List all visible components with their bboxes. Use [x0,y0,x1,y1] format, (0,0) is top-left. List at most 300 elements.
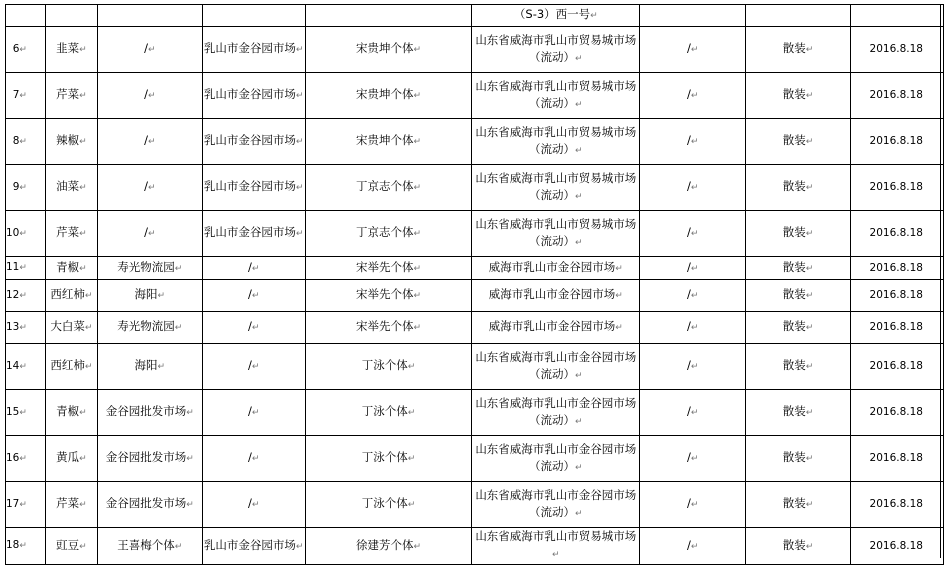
paragraph-mark: ↵ [575,237,583,248]
paragraph-mark: ↵ [251,362,260,372]
cell-empty [305,5,472,27]
paragraph-mark: ↵ [690,263,699,274]
cell-address-text: 山东省威海市乳山市贸易城市场 [475,529,637,543]
table-row [6,257,944,280]
cell-origin-text: / [144,133,148,147]
cell-vendor-text: 丁泳个体 [361,450,408,464]
cell-product [45,344,97,390]
cell-channel [640,165,746,211]
paragraph-mark: ↵ [413,229,422,239]
paragraph-mark: ↵ [79,183,87,193]
table-row [6,312,944,344]
cell-date-text: 2016.8.18 [869,89,923,101]
cell-origin [97,528,202,565]
paragraph-mark: ↵ [251,454,260,464]
cell-product [45,211,97,257]
cell-vendor [305,165,472,211]
paragraph-mark: ↵ [19,541,27,551]
cell-packaging-text: 散装 [782,179,806,193]
paragraph-mark: ↵ [19,90,27,101]
paragraph-mark: ↵ [805,45,814,55]
cell-vendor-text: 宋贵坤个体 [355,87,414,101]
cell-market-text: 乳山市金谷园市场 [203,537,296,552]
paragraph-mark: ↵ [407,408,416,418]
paragraph-mark: ↵ [575,191,583,202]
cell-origin-text: / [144,225,148,239]
cell-product [45,312,97,344]
cell-origin-text: 金谷园批发市场 [105,404,187,418]
cell-date [850,257,943,280]
paragraph-mark: ↵ [575,508,583,519]
cell-origin-text: 金谷园批发市场 [105,496,187,510]
paragraph-mark: ↵ [552,550,560,560]
cell-vendor [305,27,472,73]
cell-address [472,257,640,280]
cell-index-text: 17 [6,497,20,510]
paragraph-mark: ↵ [19,453,27,464]
paragraph-mark: ↵ [186,500,194,510]
cell-channel [640,257,746,280]
paragraph-mark: ↵ [79,500,87,510]
cell-market [202,312,305,344]
cell-channel-text: / [686,319,691,333]
paragraph-mark: ↵ [690,541,699,552]
cell-empty [202,5,305,27]
paragraph-mark: ↵ [690,137,699,147]
cell-origin-text: / [144,41,148,55]
cell-address [472,390,640,436]
paragraph-mark: ↵ [575,462,583,473]
cell-address-text: 威海市乳山市金谷园市场 [488,259,616,274]
cell-market [202,280,305,312]
cell-channel [640,119,746,165]
cell-product [45,482,97,528]
cell-date-text: 2016.8.18 [869,452,923,464]
cell-product-text: 西红柿 [50,358,85,372]
cell-index-text: 11 [6,261,20,273]
cell-market-text: 乳山市金谷园市场 [203,133,296,147]
cell-date [850,344,943,390]
table-row [6,73,944,119]
cell-vendor [305,436,472,482]
cell-origin [97,390,202,436]
paragraph-mark: ↵ [251,408,260,418]
cell-origin [97,436,202,482]
cell-packaging-text: 散装 [782,537,806,552]
cell-vendor [305,280,472,312]
paragraph-mark: ↵ [174,323,183,333]
cell-date-text: 2016.8.18 [869,43,923,55]
cell-address-text: 山东省威海市乳山市金谷园市场（流动） [475,395,637,427]
cell-market-text: / [247,496,252,510]
address-text: （S-3）西一号 [513,7,591,21]
paragraph-mark: ↵ [79,137,87,147]
cell-channel [640,211,746,257]
cell-vendor-text: 徐建芳个体 [355,537,414,552]
cell-product-text: 西红柿 [50,287,85,301]
cell-channel-text: / [686,537,691,552]
cell-index [6,312,46,344]
cell-channel-text: / [686,41,691,55]
paragraph-mark: ↵ [575,370,583,381]
cell-address-text: 山东省威海市乳山市贸易城市场（流动） [475,216,637,248]
cell-packaging-text: 散装 [782,450,806,464]
paragraph-mark: ↵ [805,183,814,193]
cell-packaging-text: 散装 [782,259,806,274]
cell-vendor-text: 丁泳个体 [361,358,408,372]
cell-product-text: 韭菜 [56,41,80,55]
cell-channel [640,73,746,119]
cell-date-text: 2016.8.18 [869,360,923,372]
paragraph-mark: ↵ [805,541,814,552]
cell-date [850,73,943,119]
cell-vendor-text: 宋举先个体 [355,319,414,333]
paragraph-mark: ↵ [19,228,27,239]
cell-channel-text: / [686,450,691,464]
cell-vendor [305,528,472,565]
cell-address [472,436,640,482]
cell-packaging-text: 散装 [782,133,806,147]
table-row [6,528,944,565]
paragraph-mark: ↵ [805,323,814,333]
cell-address [472,165,640,211]
paragraph-mark: ↵ [413,45,422,55]
cell-address-text: 威海市乳山市金谷园市场 [488,319,616,333]
cell-product-text: 豇豆 [56,537,80,552]
cell-vendor-text: 宋贵坤个体 [355,41,414,55]
cell-product [45,73,97,119]
cell-origin [97,165,202,211]
cell-index [6,436,46,482]
cell-address [472,312,640,344]
cell-index-text: 14 [6,359,20,372]
table-row [6,280,944,312]
cell-product-text: 青椒 [56,404,80,418]
paragraph-mark: ↵ [147,137,156,147]
cell-origin-text: 寿光物流园 [117,259,175,274]
cell-market [202,344,305,390]
cell-channel-text: / [686,496,691,510]
cell-product-text: 油菜 [56,179,80,193]
cell-market [202,528,305,565]
cell-channel [640,390,746,436]
cell-index [6,257,46,280]
paragraph-mark: ↵ [805,500,814,510]
cell-vendor-text: 宋举先个体 [355,287,414,301]
cell-origin-text: 寿光物流园 [117,319,175,333]
cell-address [472,211,640,257]
cell-vendor [305,73,472,119]
cell-origin-text: / [144,179,148,193]
cell-address-text: 山东省威海市乳山市金谷园市场（流动） [475,349,637,381]
cell-date-text: 2016.8.18 [869,227,923,239]
cell-index [6,390,46,436]
cell-packaging [746,165,851,211]
cell-origin-text: / [144,87,148,101]
cell-packaging [746,482,851,528]
table-row [6,119,944,165]
cell-empty [6,5,46,27]
cell-address [472,119,640,165]
cell-index [6,528,46,565]
paragraph-mark: ↵ [805,137,814,147]
paragraph-mark: ↵ [413,91,422,101]
cell-channel-text: / [686,259,691,274]
cell-packaging [746,390,851,436]
cell-index-text: 15 [6,405,20,418]
cell-channel-text: / [686,179,691,193]
cell-channel [640,280,746,312]
paragraph-mark: ↵ [805,263,814,274]
cell-index [6,280,46,312]
table-row [6,211,944,257]
paragraph-mark: ↵ [19,182,27,193]
cell-origin-text: 海阳 [134,287,158,301]
cell-market [202,390,305,436]
paragraph-mark: ↵ [251,323,260,333]
cell-product [45,119,97,165]
cell-index-text: 7 [12,88,20,101]
cell-packaging-text: 散装 [782,358,806,372]
cell-empty [45,5,97,27]
paragraph-mark: ↵ [186,454,194,464]
cell-address [472,280,640,312]
cell-address-text: 山东省威海市乳山市金谷园市场（流动） [475,487,637,519]
paragraph-mark: ↵ [84,362,93,372]
cell-date [850,280,943,312]
cell-product-text: 芹菜 [56,225,80,239]
cell-market-text: / [247,404,252,418]
paragraph-mark: ↵ [805,291,814,301]
cell-market-text: 乳山市金谷园市场 [203,225,296,239]
paragraph-mark: ↵ [575,99,583,110]
cell-address-text: 山东省威海市乳山市贸易城市场（流动） [475,32,637,64]
paragraph-mark: ↵ [79,454,87,464]
cell-market [202,73,305,119]
paragraph-mark: ↵ [147,91,156,101]
cell-date [850,436,943,482]
paragraph-mark: ↵ [690,500,699,510]
cell-packaging-text: 散装 [782,225,806,239]
cell-vendor-text: 宋举先个体 [355,259,414,274]
cell-channel-text: / [686,133,691,147]
paragraph-mark: ↵ [157,362,166,372]
paragraph-mark: ↵ [19,499,27,510]
table-row [6,27,944,73]
paragraph-mark: ↵ [690,291,699,301]
cell-date [850,312,943,344]
paragraph-mark: ↵ [79,91,87,101]
cell-market-text: / [247,450,252,464]
paragraph-mark: ↵ [19,361,27,372]
cell-date-text: 2016.8.18 [869,261,923,274]
cell-market-text: 乳山市金谷园市场 [203,87,296,101]
cell-origin [97,119,202,165]
cell-market-text: 乳山市金谷园市场 [203,41,296,55]
paragraph-mark: ↵ [295,137,304,147]
paragraph-mark: ↵ [186,408,194,418]
cell-index [6,482,46,528]
paragraph-mark: ↵ [147,229,156,239]
cell-origin-text: 金谷园批发市场 [105,450,187,464]
paragraph-mark: ↵ [84,323,93,333]
paragraph-mark: ↵ [19,290,27,301]
cell-market-text: / [247,358,252,372]
cell-vendor-text: 丁京志个体 [355,179,414,193]
cell-origin [97,312,202,344]
cell-product [45,390,97,436]
cell-vendor [305,119,472,165]
paragraph-mark: ↵ [805,362,814,372]
paragraph-mark: ↵ [413,263,422,274]
cell-index-text: 6 [12,42,20,55]
cell-product-text: 芹菜 [56,496,80,510]
cell-product-text: 青椒 [56,259,80,274]
cell-vendor [305,257,472,280]
paragraph-mark: ↵ [407,500,416,510]
cell-packaging-text: 散装 [782,287,806,301]
cell-product [45,436,97,482]
paragraph-mark: ↵ [19,263,27,273]
cell-packaging [746,73,851,119]
cell-index-text: 13 [6,320,20,333]
table-row [6,436,944,482]
cell-empty [850,5,943,27]
paragraph-mark: ↵ [251,500,260,510]
cell-date-text: 2016.8.18 [869,321,923,333]
cell-packaging [746,312,851,344]
cell-index-text: 9 [12,180,20,193]
cell-origin [97,73,202,119]
cell-origin [97,27,202,73]
cell-address-text: 山东省威海市乳山市贸易城市场（流动） [475,78,637,110]
paragraph-mark: ↵ [295,45,304,55]
cell-channel-text: / [686,87,691,101]
paragraph-mark: ↵ [295,91,304,101]
paragraph-mark: ↵ [413,183,422,193]
paragraph-mark: ↵ [615,291,623,301]
cell-vendor [305,390,472,436]
cell-address [472,27,640,73]
paragraph-mark: ↵ [413,323,422,333]
paragraph-mark: ↵ [19,322,27,333]
paragraph-mark: ↵ [690,45,699,55]
paragraph-mark: ↵ [79,541,87,552]
cell-vendor-text: 丁泳个体 [361,496,408,510]
cell-channel [640,27,746,73]
cell-index [6,73,46,119]
table-row [6,165,944,211]
cell-empty [746,5,851,27]
table-row-top [6,5,944,27]
cell-index-text: 16 [6,451,20,464]
cell-origin [97,211,202,257]
paragraph-mark: ↵ [79,45,87,55]
cell-market [202,257,305,280]
paragraph-mark: ↵ [295,229,304,239]
cell-market-text: 乳山市金谷园市场 [203,179,296,193]
cell-origin [97,482,202,528]
paragraph-mark: ↵ [295,541,304,552]
cell-market [202,211,305,257]
cell-packaging [746,280,851,312]
sampling-table [5,4,944,565]
cell-index-text: 12 [6,288,20,301]
cell-index-text: 10 [6,226,20,239]
cell-market [202,436,305,482]
cell-market-text: / [247,287,252,301]
cell-address-text: 山东省威海市乳山市金谷园市场（流动） [475,441,637,473]
paragraph-mark: ↵ [413,291,422,301]
cell-date-text: 2016.8.18 [869,539,923,552]
cell-product [45,528,97,565]
cell-date [850,165,943,211]
cell-packaging [746,119,851,165]
cell-channel [640,312,746,344]
cell-index [6,344,46,390]
cell-date [850,390,943,436]
table-body [6,5,944,565]
cell-packaging [746,27,851,73]
paragraph-mark: ↵ [19,407,27,418]
paragraph-mark: ↵ [295,183,304,193]
cell-index [6,119,46,165]
cell-empty [640,5,746,27]
paragraph-mark: ↵ [79,408,87,418]
cell-date-text: 2016.8.18 [869,181,923,193]
cell-packaging [746,211,851,257]
paragraph-mark: ↵ [805,454,814,464]
paragraph-mark: ↵ [79,229,87,239]
cell-channel [640,528,746,565]
cell-index-text: 8 [12,134,20,147]
cell-market [202,119,305,165]
table-row [6,390,944,436]
cell-date [850,119,943,165]
cell-date [850,27,943,73]
paragraph-mark: ↵ [19,136,27,147]
paragraph-mark: ↵ [690,183,699,193]
cell-origin [97,257,202,280]
cell-product [45,257,97,280]
cell-date-text: 2016.8.18 [869,498,923,510]
cell-index-text: 18 [6,539,20,551]
cell-channel [640,482,746,528]
paragraph-mark: ↵ [413,541,422,552]
paragraph-mark: ↵ [690,91,699,101]
cell-date [850,528,943,565]
paragraph-mark: ↵ [174,263,183,274]
cell-index [6,211,46,257]
cell-packaging [746,436,851,482]
cell-packaging [746,528,851,565]
paragraph-mark: ↵ [251,291,260,301]
cell-packaging [746,257,851,280]
cell-market-text: / [247,319,252,333]
cell-empty [97,5,202,27]
paragraph-mark: ↵ [251,263,260,274]
cell-packaging-text: 散装 [782,87,806,101]
cell-vendor-text: 宋贵坤个体 [355,133,414,147]
paragraph-mark: ↵ [805,408,814,418]
paragraph-mark: ↵ [79,263,87,274]
cell-market [202,482,305,528]
paragraph-mark: ↵ [147,183,156,193]
cell-product-text: 大白菜 [50,319,85,333]
paragraph-mark: ↵ [690,323,699,333]
cell-address [472,73,640,119]
paragraph-mark: ↵ [690,229,699,239]
